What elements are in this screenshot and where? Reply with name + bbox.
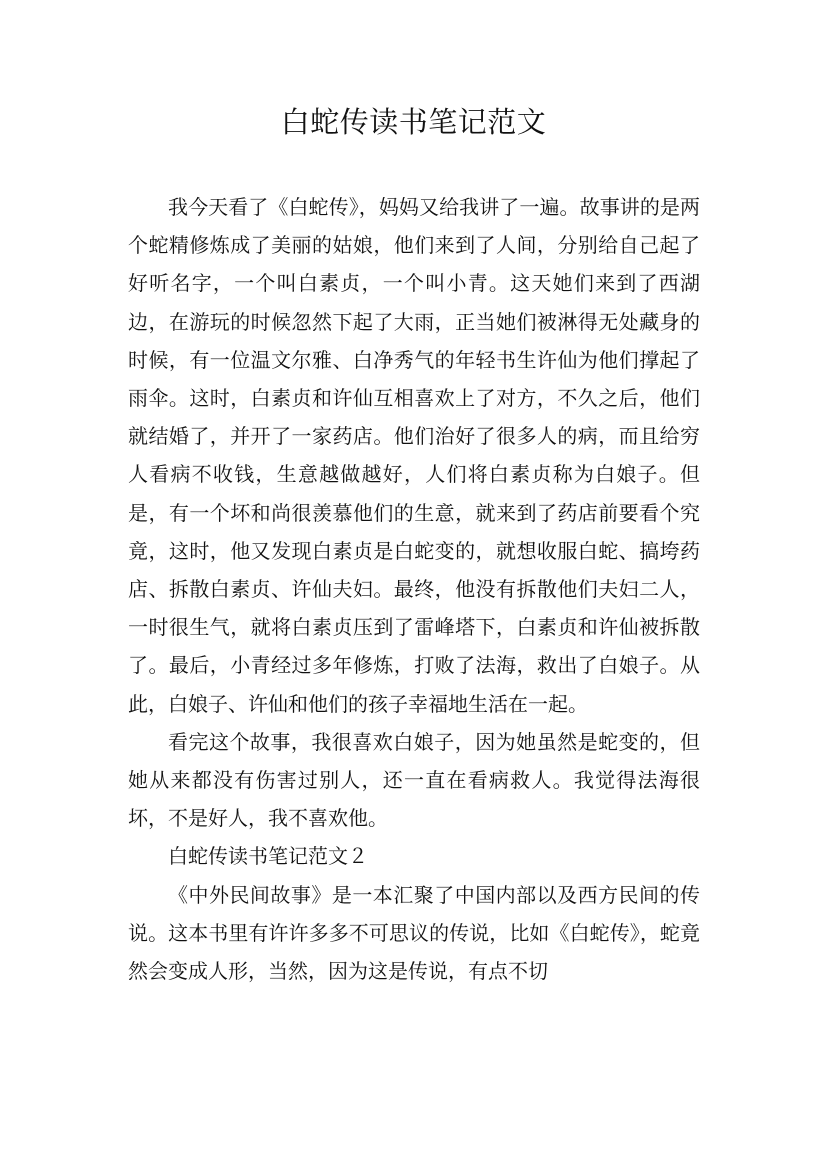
paragraph-reflection: 看完这个故事，我很喜欢白娘子，因为她虽然是蛇变的，但她从来都没有伤害过别人，还一直在看病救人。我觉得法海很坏，不是好人，我不喜欢他。 <box>128 729 700 831</box>
paragraph-story-summary: 我今天看了《白蛇传》，妈妈又给我讲了一遍。故事讲的是两个蛇精修炼成了美丽的姑娘，他们来到了人间，分别给自己起了好听名字，一个叫白素贞，一个叫小青。这天她们来到了西湖边，在游玩的时候忽然下起了大雨，正当她们被淋得无处藏身的时候，有一位温文尔雅、白净秀气的年轻书生许仙为他们撑起了雨伞。这时，白素贞和许仙互相喜欢上了对方，不久之后，他们就结婚了，并开了一家药店。他们治好了很多人的病，而且给穷人看病不收钱，生意越做越好，人们将白素贞称为白娘子。但是，有一个坏和尚很羡慕他们的生意，就来到了药店前要看个究竟，这时，他又发现白素贞是白蛇变的，就想收服白蛇、搞垮药店、拆散白素贞、许仙夫妇。最终，他没有拆散他们夫妇二人，一时很生气，就将白素贞压到了雷峰塔下，白素贞和许仙被拆散了。最后，小青经过多年修炼，打败了法海，救出了白娘子。从此，白娘子、许仙和他们的孩子幸福地生活在一起。 <box>128 195 700 716</box>
document-body <box>128 188 700 990</box>
paragraph-second-essay: 《中外民间故事》是一本汇聚了中国内部以及西方民间的传说。这本书里有许许多多不可思议的传说，比如《白蛇传》，蛇竟然会变成人形，当然，因为这是传说，有点不切 <box>128 882 700 984</box>
section-heading-2: 白蛇传读书笔记范文２ <box>168 844 368 869</box>
document-title: 白蛇传读书笔记范文 <box>280 105 547 139</box>
